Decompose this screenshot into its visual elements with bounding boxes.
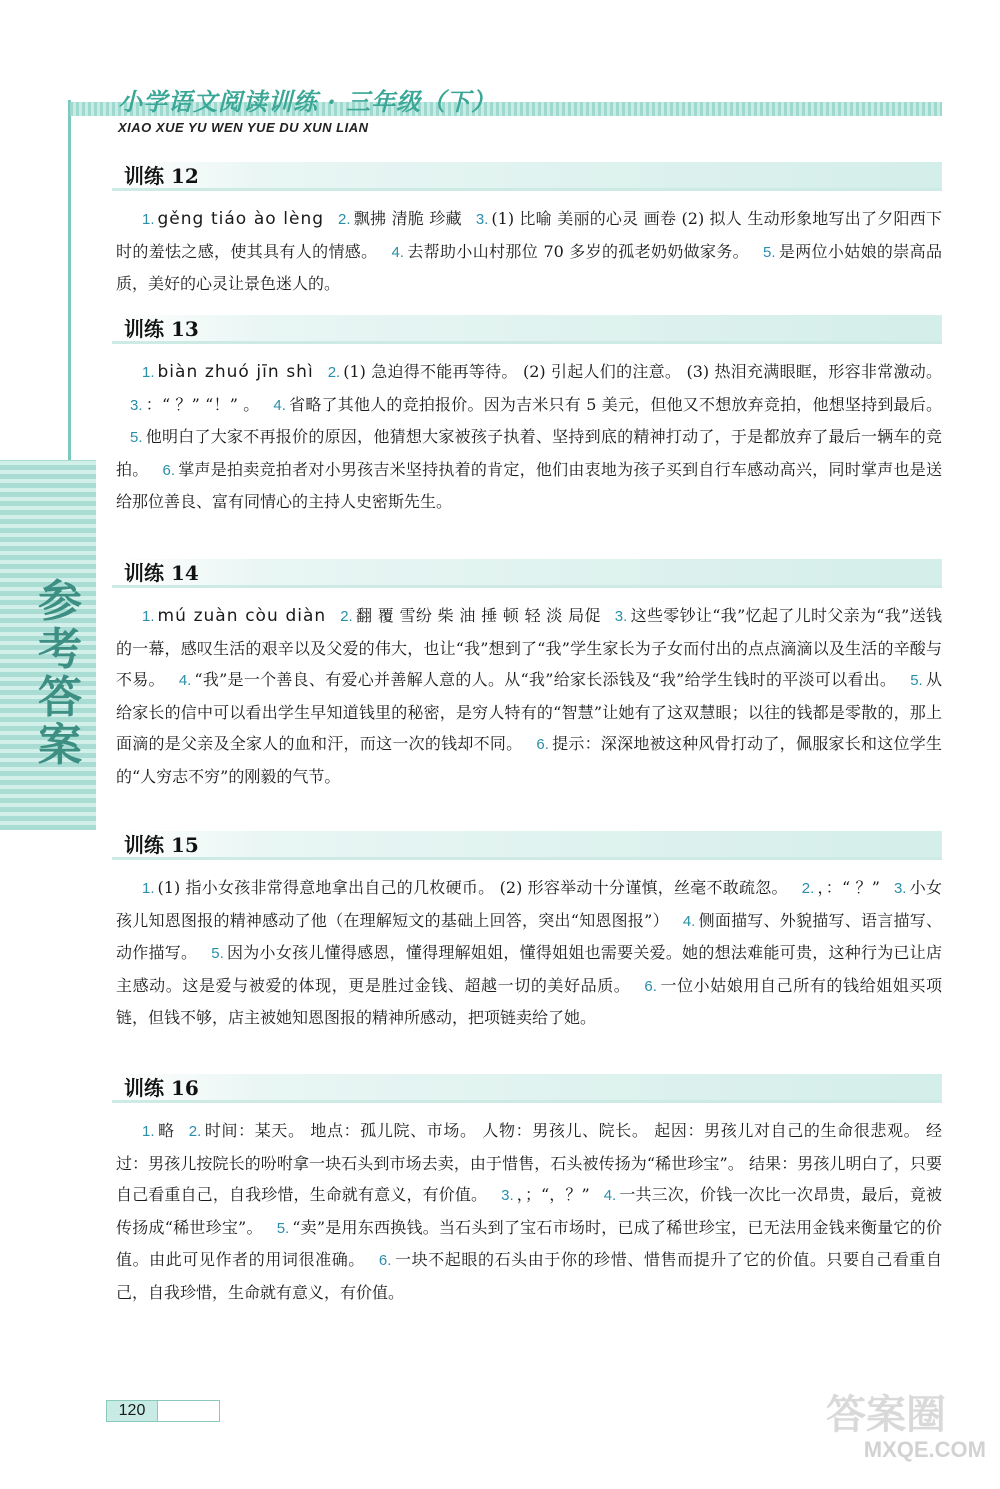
answer-text: 是两位小姑娘的崇高品质，美好的心灵让景色迷人的。 [116,241,942,293]
side-tab-label: 参考答案 [38,576,82,771]
answer-text: 掌声是拍卖竞拍者对小男孩吉米坚持执着的肯定，他们由衷地为孩子买到自行车感动高兴，同时掌声也是送给那位善良、富有同情心的主持人史密斯先生。 [116,459,942,511]
answer-text: ，：“ ？” [817,878,880,897]
watermark-logo: 答案圈 [826,1393,946,1437]
answer-text: (1) 指小女孩非常得意地拿出自己的几枚硬币。 (2) 形容举动十分谨慎，丝毫不敢疏忽。 [157,878,788,897]
section-title-bar [112,1074,942,1103]
page-number: 120 [107,1401,158,1421]
answer-number: 4. [273,396,286,414]
answer-number: 5. [276,1219,290,1237]
answer-text: ：“ ？” “！” 。 [145,394,260,414]
answer-text: 去帮助小山村那位 70 多岁的孤老奶奶做家务。 [406,241,750,261]
answer-text: (1) 急迫得不能再等待。 (2) 引起人们的注意。 (3) 热泪充满眼眶，形容非常激动。 [343,362,942,381]
answer-number: 1. [142,608,155,625]
answer-number: 1. [142,211,155,228]
answer-text: ，；“，？” [516,1185,590,1204]
answer-number: 2. [188,1123,202,1140]
answer-text: 略 [157,1121,175,1140]
answer-text: 飘拂 清脆 珍藏 [353,209,462,228]
section-training-13 [112,315,942,518]
answer-number: 5. [910,672,923,689]
section-training-14 [112,559,942,792]
answer-number: 1. [142,364,155,381]
answer-text: 翻 覆 雪纷 柴 油 捶 顿 轻 淡 局促 [355,606,601,625]
answer-number: 2. [340,608,353,625]
page-number-box [106,1400,220,1422]
section-title: 训练 16 [124,1076,199,1100]
section-training-15 [112,831,942,1034]
answer-number: 4. [682,912,696,930]
answer-number: 5. [763,243,776,261]
header-left-rule [68,100,71,460]
answer-text: 一位小姑娘用自己所有的钱给姐姐买项链，但钱不够，店主被她知恩图报的精神所感动，把项链卖给了她。 [116,975,942,1027]
answer-number: 2. [338,211,351,228]
answer-text: 从给家长的信中可以看出学生早知道钱里的秘密，是穷人特有的“智慧”让她有了这双慧眼；以往的钱都是零散的，那上面滴的是父亲及全家人的血和汗，而这一次的钱却不同。 [116,670,942,753]
answer-number: 3. [501,1187,514,1204]
answer-text: “卖”是用东西换钱。当石头到了宝石市场时，已成了稀世珍宝，已无法用金钱来衡量它的价值。由此可见作者的用词很准确。 [116,1217,942,1269]
answer-text: 提示：深深地被这种风骨打动了，佩服家长和这位学生的“人穷志不穷”的刚毅的气节。 [116,734,942,786]
answer-number: 3. [130,396,143,414]
section-body [112,356,942,518]
answer-number: 3. [614,608,628,625]
answer-text: 小女孩儿知恩图报的精神感动了他（在理解短文的基础上回答，突出“知恩图报”） [116,878,942,930]
answer-number: 4. [603,1187,617,1204]
section-body [112,203,942,300]
answer-number: 6. [378,1252,392,1269]
answer-text: 一共三次，价钱一次比一次昂贵，最后，竟被传扬成“稀世珍宝”。 [116,1185,942,1237]
section-title: 训练 15 [124,833,199,857]
answer-text: gěng tiáo ào lèng [157,209,325,229]
section-body [112,1115,942,1308]
answer-text: biàn zhuó jīn shì [157,362,314,382]
book-title: 小学语文阅读训练 · 三年级（下） [118,87,497,116]
answer-number: 1. [142,880,155,897]
answer-number: 4. [178,672,192,689]
answer-text: 因为小女孩儿懂得感恩，懂得理解姐姐，懂得姐姐也需要关爱。她的想法难能可贵，这种行为已让店主感动。这是爱与被爱的体现，更是胜过金钱、超越一切的美好品质。 [116,943,942,995]
book-subtitle: XIAO XUE YU WEN YUE DU XUN LIAN [118,120,369,135]
answer-number: 2. [327,364,341,381]
answer-number: 2. [801,880,815,897]
answer-number: 3. [475,211,489,228]
answer-text: 侧面描写、外貌描写、语言描写、动作描写。 [116,910,942,962]
section-title: 训练 12 [124,164,199,188]
section-title: 训练 14 [124,561,199,585]
answer-text: 时间：某天。 地点：孤儿院、市场。 人物：男孩儿、院长。 起因：男孩儿对自己的生命很悲观。 经过：男孩儿按院长的吩咐拿一块石头到市场去卖，由于惜售，石头被传扬为“稀世珍宝”。 结果：男孩儿明白了，只要自己看重自己，自我珍惜，生命就有意义，有价值。 [116,1121,942,1204]
section-title-bar [112,559,942,588]
watermark-url: MXQE.COM [863,1437,986,1462]
section-training-12 [112,162,942,300]
answer-text: 一块不起眼的石头由于你的珍惜、惜售而提升了它的价值。只要自己看重自己，自我珍惜，生命就有意义，有价值。 [116,1250,942,1302]
answer-text: (1) 比喻 美丽的心灵 画卷 (2) 拟人 生动形象地写出了夕阳西下时的羞怯之感，使其具有人的情感。 [116,209,942,261]
answer-number: 3. [893,880,907,897]
answer-text: 他明白了大家不再报价的原因，他猜想大家被孩子执着、坚持到底的精神打动了，于是都放弃了最后一辆车的竞拍。 [116,427,942,479]
section-title: 训练 13 [124,317,199,341]
answer-number: 5. [130,429,143,446]
section-body [112,600,942,792]
answer-text: mú zuàn còu diàn [157,606,327,626]
section-title-bar [112,162,942,191]
section-body [112,872,942,1034]
answer-number: 6. [536,736,549,753]
answer-number: 1. [142,1123,155,1140]
section-title-bar [112,315,942,344]
section-training-16 [112,1074,942,1308]
answer-number: 5. [211,945,224,962]
answer-text: 这些零钞让“我”忆起了儿时父亲为“我”送钱的一幕，感叹生活的艰辛以及父爱的伟大，也让“我”想到了“我”学生家长为子女而付出的点点滴滴以及生活的辛酸与不易。 [116,606,942,689]
answer-text: 省略了其他人的竞拍报价。因为吉米只有 5 美元，但他又不想放弃竞拍，他想坚持到最后。 [288,394,942,414]
answer-number: 6. [644,977,657,995]
watermark [826,1395,986,1475]
section-title-bar [112,831,942,860]
answer-number: 4. [391,243,404,261]
answer-text: “我”是一个善良、有爱心并善解人意的人。从“我”给家长添钱及“我”给学生钱时的平淡可以看出。 [194,670,897,689]
answer-number: 6. [162,461,176,479]
